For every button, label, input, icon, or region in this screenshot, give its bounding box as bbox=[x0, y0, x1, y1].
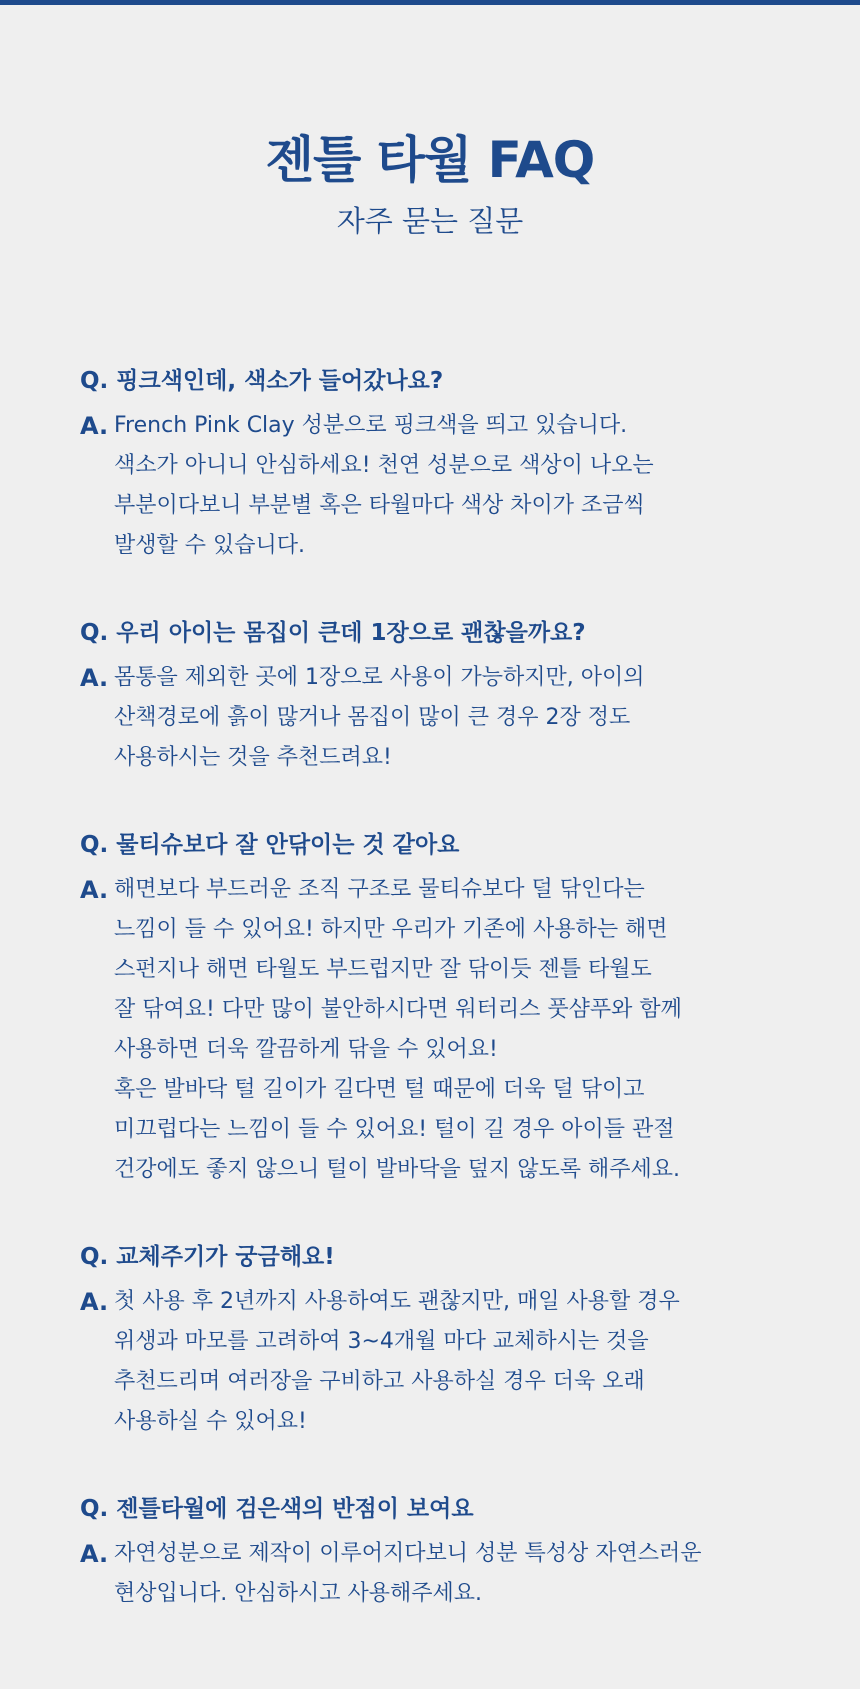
answer-line: 느낌이 들 수 있어요! 하지만 우리가 기존에 사용하는 해면 bbox=[114, 917, 668, 942]
faq-item bbox=[80, 1494, 840, 1614]
answer-line: 발생할 수 있습니다. bbox=[114, 533, 305, 558]
answer-line: 첫 사용 후 2년까지 사용하여도 괜찮지만, 매일 사용할 경우 bbox=[114, 1289, 680, 1314]
faq-answer bbox=[80, 658, 840, 778]
faq-list bbox=[80, 366, 840, 1666]
answer-line: 해면보다 부드러운 조직 구조로 물티슈보다 덜 닦인다는 bbox=[114, 877, 645, 902]
answer-line: 색소가 아니니 안심하세요! 천연 성분으로 색상이 나오는 bbox=[114, 453, 654, 478]
answer-prefix: A. bbox=[80, 412, 109, 440]
faq-item bbox=[80, 1242, 840, 1442]
answer-line: French Pink Clay 성분으로 핑크색을 띄고 있습니다. bbox=[114, 413, 628, 438]
faq-answer bbox=[80, 406, 840, 566]
faq-question: Q. 핑크색인데, 색소가 들어갔나요? bbox=[80, 368, 444, 394]
answer-line: 잘 닦여요! 다만 많이 불안하시다면 워터리스 풋샴푸와 함께 bbox=[114, 997, 682, 1022]
faq-question: Q. 물티슈보다 잘 안닦이는 것 같아요 bbox=[80, 832, 460, 858]
answer-line: 미끄럽다는 느낌이 들 수 있어요! 털이 길 경우 아이들 관절 bbox=[114, 1117, 675, 1142]
answer-prefix: A. bbox=[80, 1540, 109, 1568]
faq-answer bbox=[80, 1534, 840, 1614]
faq-answer bbox=[80, 1282, 840, 1442]
faq-item bbox=[80, 366, 840, 566]
page-subtitle: 자주 묻는 질문 bbox=[336, 204, 524, 238]
answer-line: 혹은 발바닥 털 길이가 길다면 털 때문에 더욱 덜 닦이고 bbox=[114, 1077, 645, 1102]
faq-item bbox=[80, 830, 840, 1190]
answer-line: 위생과 마모를 고려하여 3~4개월 마다 교체하시는 것을 bbox=[114, 1329, 649, 1354]
answer-line: 자연성분으로 제작이 이루어지다보니 성분 특성상 자연스러운 bbox=[114, 1541, 702, 1566]
page-header bbox=[0, 125, 860, 241]
faq-item bbox=[80, 618, 840, 778]
faq-question: Q. 우리 아이는 몸집이 큰데 1장으로 괜찮을까요? bbox=[80, 620, 586, 646]
answer-prefix: A. bbox=[80, 1288, 109, 1316]
answer-line: 건강에도 좋지 않으니 털이 발바닥을 덮지 않도록 해주세요. bbox=[114, 1157, 680, 1182]
faq-question: Q. 교체주기가 궁금해요! bbox=[80, 1244, 335, 1270]
answer-line: 스펀지나 해면 타월도 부드럽지만 잘 닦이듯 젠틀 타월도 bbox=[114, 957, 652, 982]
answer-line: 사용하면 더욱 깔끔하게 닦을 수 있어요! bbox=[114, 1037, 498, 1062]
answer-line: 사용하시는 것을 추천드려요! bbox=[114, 745, 392, 770]
answer-line: 부분이다보니 부분별 혹은 타월마다 색상 차이가 조금씩 bbox=[114, 493, 645, 518]
answer-prefix: A. bbox=[80, 876, 109, 904]
page-title: 젠틀 타월 FAQ bbox=[265, 131, 595, 189]
answer-line: 산책경로에 흙이 많거나 몸집이 많이 큰 경우 2장 정도 bbox=[114, 705, 631, 730]
faq-question: Q. 젠틀타월에 검은색의 반점이 보여요 bbox=[80, 1496, 474, 1522]
answer-line: 추천드리며 여러장을 구비하고 사용하실 경우 더욱 오래 bbox=[114, 1369, 645, 1394]
top-accent-bar bbox=[0, 0, 860, 5]
answer-line: 사용하실 수 있어요! bbox=[114, 1409, 307, 1434]
answer-line: 현상입니다. 안심하시고 사용해주세요. bbox=[114, 1581, 483, 1606]
answer-prefix: A. bbox=[80, 664, 109, 692]
answer-line: 몸통을 제외한 곳에 1장으로 사용이 가능하지만, 아이의 bbox=[114, 665, 645, 690]
faq-answer bbox=[80, 870, 840, 1190]
